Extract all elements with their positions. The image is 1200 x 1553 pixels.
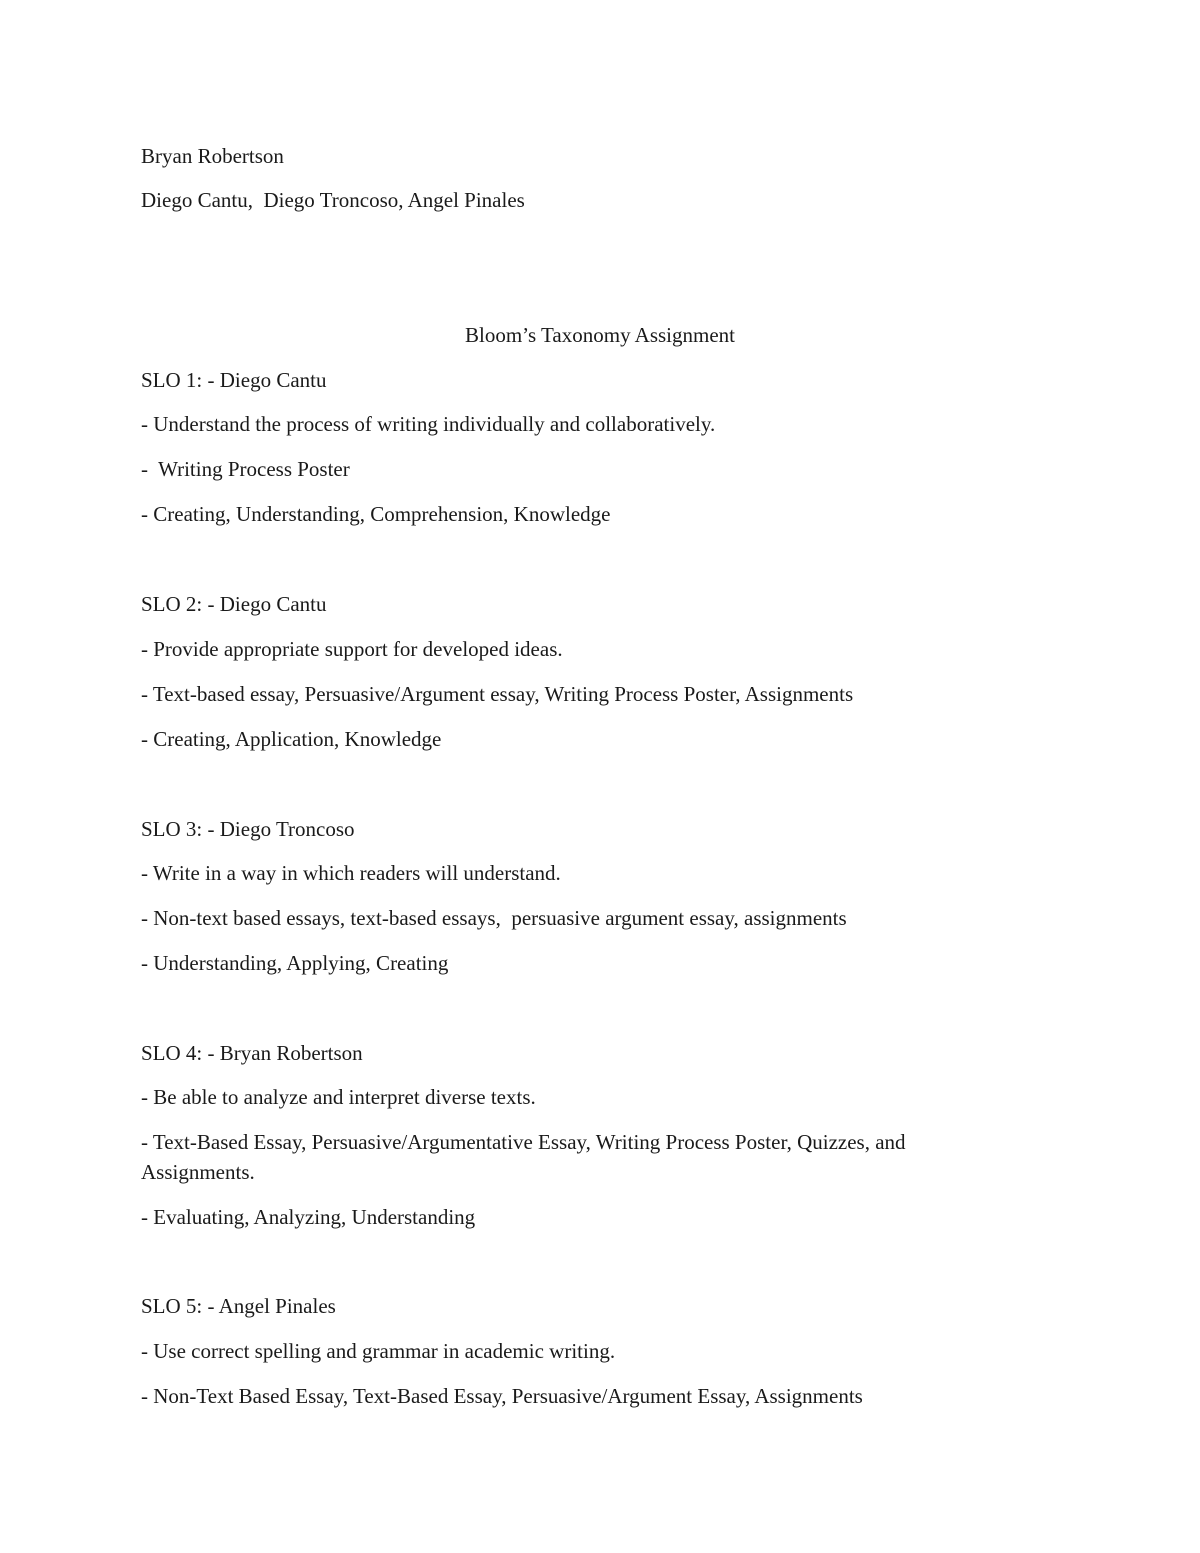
slo-assignments: - Non-Text Based Essay, Text-Based Essay, Persuasive/Argument Essay, Assignments [141, 1384, 863, 1408]
group-members: Diego Cantu, Diego Troncoso, Angel Pinales [141, 188, 525, 212]
slo-levels: - Evaluating, Analyzing, Understanding [141, 1205, 476, 1229]
slo-levels: - Creating, Application, Knowledge [141, 727, 442, 751]
slo-levels: - Understanding, Applying, Creating [141, 951, 449, 975]
slo-assignments: - Text-Based Essay, Persuasive/Argumentative Essay, Writing Process Poster, Quizzes, and Assignments. [141, 1130, 906, 1184]
slo-assignments: - Non-text based essays, text-based essays, persuasive argument essay, assignments [141, 906, 847, 930]
slo-outcome: - Understand the process of writing individually and collaboratively. [141, 412, 716, 436]
slo-outcome: - Write in a way in which readers will understand. [141, 861, 561, 885]
slo-heading: SLO 5: - Angel Pinales [141, 1294, 336, 1318]
author-name: Bryan Robertson [141, 144, 284, 168]
slo-assignments: - Writing Process Poster [141, 457, 350, 481]
slo-levels: - Creating, Understanding, Comprehension, Knowledge [141, 502, 611, 526]
slo-outcome: - Be able to analyze and interpret diverse texts. [141, 1085, 536, 1109]
slo-heading: SLO 1: - Diego Cantu [141, 368, 327, 392]
slo-heading: SLO 3: - Diego Troncoso [141, 817, 355, 841]
slo-heading: SLO 2: - Diego Cantu [141, 592, 327, 616]
slo-outcome: - Use correct spelling and grammar in academic writing. [141, 1339, 616, 1363]
slo-outcome: - Provide appropriate support for developed ideas. [141, 637, 563, 661]
document-title: Bloom’s Taxonomy Assignment [465, 323, 735, 347]
slo-heading: SLO 4: - Bryan Robertson [141, 1041, 363, 1065]
slo-assignments: - Text-based essay, Persuasive/Argument essay, Writing Process Poster, Assignments [141, 682, 854, 706]
